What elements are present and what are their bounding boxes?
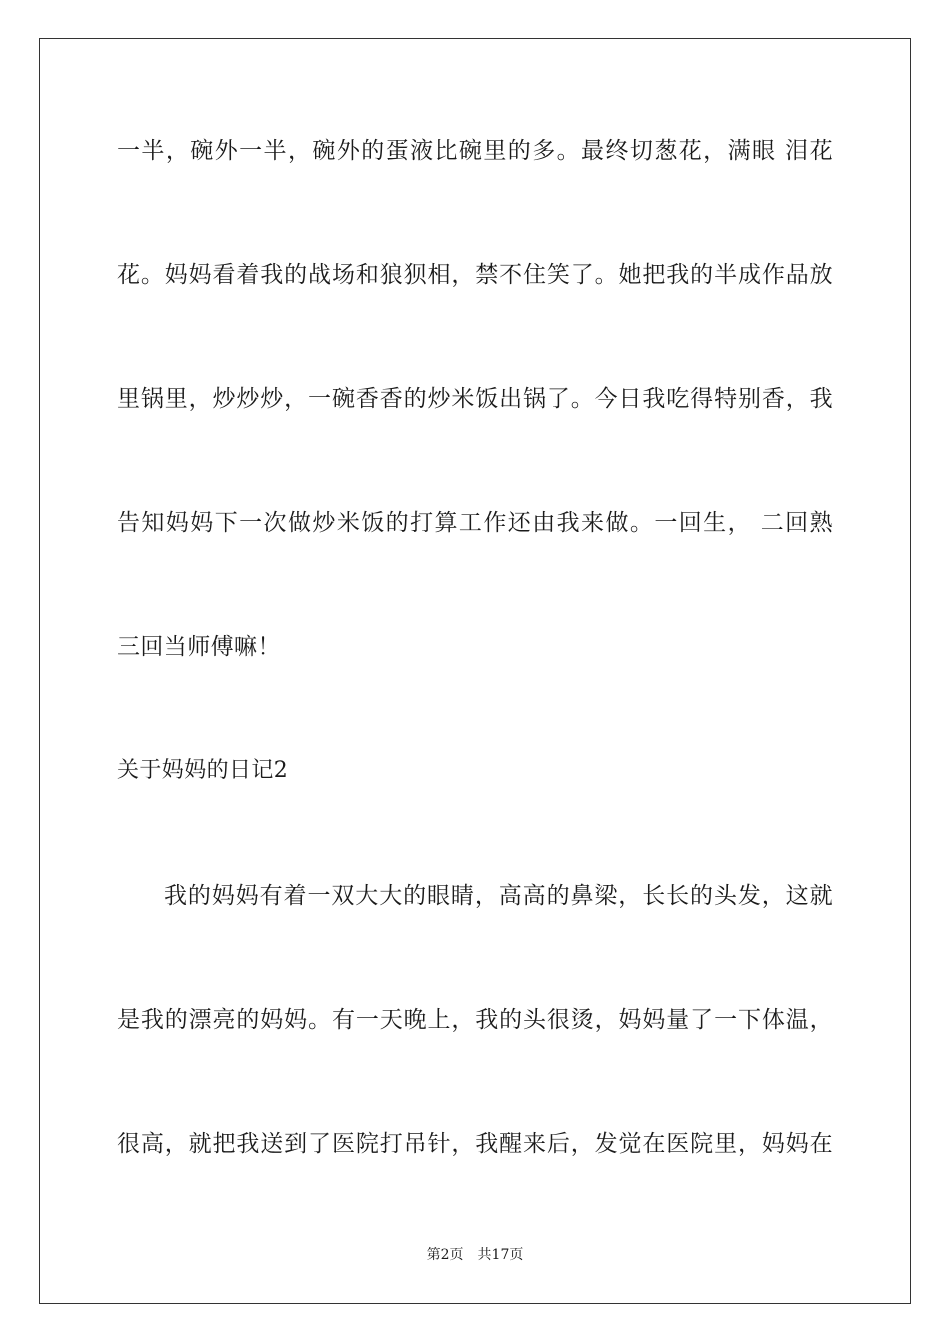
page-footer [0, 1246, 950, 1264]
text-line: 里锅里，炒炒炒，一碗香香的炒米饭出锅了。今日我吃得特别香，我 [117, 386, 833, 412]
page-total: 共17页 [477, 1247, 524, 1263]
text-line: 一半，碗外一半，碗外的蛋液比碗里的多。最终切葱花，满眼 泪花 [117, 138, 833, 164]
page-border [39, 38, 911, 1304]
text-line: 三回当师傅嘛！ [117, 634, 281, 660]
page-number: 第2页 [426, 1247, 464, 1263]
text-line: 花。妈妈看着我的战场和狼狈相，禁不住笑了。她把我的半成作品放 [117, 262, 833, 288]
text-line: 是我的漂亮的妈妈。有一天晚上，我的头很烫，妈妈量了一下体温， [117, 1007, 833, 1033]
text-line: 很高，就把我送到了医院打吊针，我醒来后，发觉在医院里，妈妈在 [117, 1131, 833, 1157]
paragraph-first-line: 我的妈妈有着一双大大的眼睛，高高的鼻梁，长长的头发，这就 [164, 883, 833, 909]
text-line: 告知妈妈下一次做炒米饭的打算工作还由我来做。一回生， 二回熟 [117, 510, 833, 536]
section-heading: 关于妈妈的日记2 [117, 758, 289, 783]
